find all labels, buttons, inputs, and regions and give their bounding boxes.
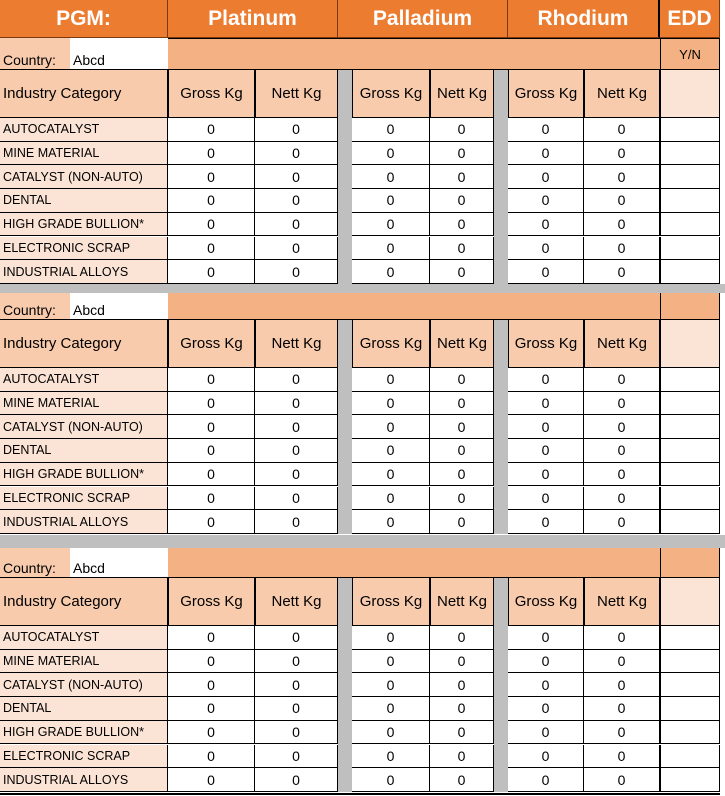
nett-kg-header: Nett Kg	[584, 578, 660, 626]
kg-input-cell[interactable]: 0	[352, 118, 430, 142]
kg-input-cell[interactable]: 0	[255, 510, 338, 534]
kg-input-cell[interactable]: 0	[430, 368, 494, 392]
kg-input-cell[interactable]: 0	[508, 673, 584, 697]
nett-kg-header: Nett Kg	[584, 70, 660, 118]
kg-input-cell[interactable]: 0	[508, 745, 584, 769]
country-label: Country:	[0, 546, 70, 578]
kg-input-cell[interactable]: 0	[168, 189, 255, 213]
kg-input-cell[interactable]: 0	[584, 368, 660, 392]
edd-input-cell[interactable]	[660, 213, 720, 237]
kg-input-cell[interactable]: 0	[168, 463, 255, 487]
kg-input-cell[interactable]: 0	[430, 213, 494, 237]
platinum-header: Platinum	[168, 0, 338, 38]
kg-input-cell[interactable]: 0	[430, 189, 494, 213]
metal-group-separator	[494, 578, 508, 792]
kg-input-cell[interactable]: 0	[508, 237, 584, 261]
kg-input-cell[interactable]: 0	[508, 768, 584, 792]
kg-input-cell[interactable]: 0	[255, 463, 338, 487]
kg-input-cell[interactable]: 0	[352, 368, 430, 392]
kg-input-cell[interactable]: 0	[508, 415, 584, 439]
kg-input-cell[interactable]: 0	[508, 392, 584, 416]
edd-input-cell[interactable]	[660, 415, 720, 439]
industry-category-header: Industry Category	[0, 70, 168, 118]
kg-input-cell[interactable]: 0	[584, 673, 660, 697]
edd-header-cell	[660, 578, 720, 626]
metal-group-separator	[338, 70, 352, 284]
kg-input-cell[interactable]: 0	[352, 415, 430, 439]
industry-row-label: ELECTRONIC SCRAP	[0, 237, 168, 261]
kg-input-cell[interactable]: 0	[255, 165, 338, 189]
industry-row-label: DENTAL	[0, 189, 168, 213]
industry-row-label: HIGH GRADE BULLION*	[0, 463, 168, 487]
kg-input-cell[interactable]: 0	[255, 118, 338, 142]
kg-input-cell[interactable]: 0	[584, 650, 660, 674]
kg-input-cell[interactable]: 0	[352, 463, 430, 487]
palladium-header: Palladium	[338, 0, 508, 38]
kg-input-cell[interactable]: 0	[430, 392, 494, 416]
kg-input-cell[interactable]: 0	[168, 697, 255, 721]
section-separator	[0, 535, 725, 548]
industry-category-header: Industry Category	[0, 578, 168, 626]
kg-input-cell[interactable]: 0	[584, 165, 660, 189]
industry-row-label: MINE MATERIAL	[0, 392, 168, 416]
kg-input-cell[interactable]: 0	[255, 213, 338, 237]
kg-input-cell[interactable]: 0	[352, 768, 430, 792]
edd-input-cell[interactable]	[660, 118, 720, 142]
edd-input-cell[interactable]	[660, 368, 720, 392]
kg-input-cell[interactable]: 0	[352, 626, 430, 650]
metal-group-separator	[494, 320, 508, 534]
kg-input-cell[interactable]: 0	[508, 439, 584, 463]
rhodium-header: Rhodium	[508, 0, 660, 38]
kg-input-cell[interactable]: 0	[168, 650, 255, 674]
kg-input-cell[interactable]: 0	[352, 142, 430, 166]
kg-input-cell[interactable]: 0	[508, 189, 584, 213]
table-bottom-border	[0, 793, 720, 795]
edd-input-cell[interactable]	[660, 745, 720, 769]
edd-header-cell	[660, 70, 720, 118]
kg-input-cell[interactable]: 0	[352, 510, 430, 534]
kg-input-cell[interactable]: 0	[168, 415, 255, 439]
edd-input-cell[interactable]	[660, 721, 720, 745]
kg-input-cell[interactable]: 0	[430, 142, 494, 166]
kg-input-cell[interactable]: 0	[430, 165, 494, 189]
kg-input-cell[interactable]: 0	[352, 189, 430, 213]
kg-input-cell[interactable]: 0	[584, 392, 660, 416]
kg-input-cell[interactable]: 0	[352, 213, 430, 237]
nett-kg-header: Nett Kg	[430, 320, 494, 368]
edd-header: EDD	[660, 0, 720, 38]
edd-input-cell[interactable]	[660, 768, 720, 792]
edd-input-cell[interactable]	[660, 487, 720, 511]
kg-input-cell[interactable]: 0	[430, 439, 494, 463]
kg-input-cell[interactable]: 0	[508, 118, 584, 142]
kg-input-cell[interactable]: 0	[508, 510, 584, 534]
kg-input-cell[interactable]: 0	[584, 626, 660, 650]
nett-kg-header: Nett Kg	[430, 70, 494, 118]
metal-group-separator	[494, 70, 508, 284]
country-input[interactable]: Abcd	[70, 288, 168, 320]
gross-kg-header: Gross Kg	[352, 70, 430, 118]
kg-input-cell[interactable]: 0	[508, 487, 584, 511]
kg-input-cell[interactable]: 0	[168, 118, 255, 142]
kg-input-cell[interactable]: 0	[352, 392, 430, 416]
kg-input-cell[interactable]: 0	[430, 673, 494, 697]
kg-input-cell[interactable]: 0	[584, 118, 660, 142]
kg-input-cell[interactable]: 0	[168, 510, 255, 534]
edd-input-cell[interactable]	[660, 392, 720, 416]
kg-input-cell[interactable]: 0	[168, 768, 255, 792]
gross-kg-header: Gross Kg	[168, 578, 255, 626]
kg-input-cell[interactable]: 0	[352, 260, 430, 284]
nett-kg-header: Nett Kg	[255, 320, 338, 368]
gross-kg-header: Gross Kg	[508, 578, 584, 626]
kg-input-cell[interactable]: 0	[168, 237, 255, 261]
country-input[interactable]: Abcd	[70, 546, 168, 578]
industry-row-label: AUTOCATALYST	[0, 626, 168, 650]
kg-input-cell[interactable]: 0	[352, 165, 430, 189]
kg-input-cell[interactable]: 0	[255, 392, 338, 416]
kg-input-cell[interactable]: 0	[352, 673, 430, 697]
kg-input-cell[interactable]: 0	[255, 721, 338, 745]
kg-input-cell[interactable]: 0	[430, 768, 494, 792]
metal-group-separator	[338, 578, 352, 792]
kg-input-cell[interactable]: 0	[255, 768, 338, 792]
kg-input-cell[interactable]: 0	[352, 650, 430, 674]
kg-input-cell[interactable]: 0	[168, 626, 255, 650]
edd-input-cell[interactable]	[660, 142, 720, 166]
industry-row-label: CATALYST (NON-AUTO)	[0, 415, 168, 439]
kg-input-cell[interactable]: 0	[430, 697, 494, 721]
kg-input-cell[interactable]: 0	[584, 439, 660, 463]
kg-input-cell[interactable]: 0	[508, 463, 584, 487]
industry-row-label: INDUSTRIAL ALLOYS	[0, 510, 168, 534]
edd-yn-label: Y/N	[660, 38, 720, 70]
kg-input-cell[interactable]: 0	[168, 721, 255, 745]
kg-input-cell[interactable]: 0	[168, 260, 255, 284]
metal-group-separator	[338, 320, 352, 534]
kg-input-cell[interactable]: 0	[352, 237, 430, 261]
kg-input-cell[interactable]: 0	[584, 697, 660, 721]
kg-input-cell[interactable]: 0	[168, 213, 255, 237]
kg-input-cell[interactable]: 0	[430, 626, 494, 650]
industry-row-label: DENTAL	[0, 439, 168, 463]
kg-input-cell[interactable]: 0	[508, 650, 584, 674]
gross-kg-header: Gross Kg	[508, 70, 584, 118]
kg-input-cell[interactable]: 0	[255, 368, 338, 392]
nett-kg-header: Nett Kg	[255, 578, 338, 626]
kg-input-cell[interactable]: 0	[430, 463, 494, 487]
industry-row-label: ELECTRONIC SCRAP	[0, 487, 168, 511]
edd-input-cell[interactable]	[660, 673, 720, 697]
kg-input-cell[interactable]: 0	[430, 721, 494, 745]
kg-input-cell[interactable]: 0	[352, 721, 430, 745]
industry-row-label: AUTOCATALYST	[0, 118, 168, 142]
kg-input-cell[interactable]: 0	[168, 368, 255, 392]
kg-input-cell[interactable]: 0	[255, 745, 338, 769]
industry-row-label: INDUSTRIAL ALLOYS	[0, 768, 168, 792]
gross-kg-header: Gross Kg	[352, 320, 430, 368]
industry-row-label: MINE MATERIAL	[0, 142, 168, 166]
kg-input-cell[interactable]: 0	[430, 415, 494, 439]
edd-input-cell[interactable]	[660, 439, 720, 463]
edd-input-cell[interactable]	[660, 626, 720, 650]
nett-kg-header: Nett Kg	[430, 578, 494, 626]
industry-row-label: HIGH GRADE BULLION*	[0, 213, 168, 237]
kg-input-cell[interactable]: 0	[430, 745, 494, 769]
kg-input-cell[interactable]: 0	[508, 368, 584, 392]
kg-input-cell[interactable]: 0	[352, 439, 430, 463]
kg-input-cell[interactable]: 0	[168, 745, 255, 769]
kg-input-cell[interactable]: 0	[430, 510, 494, 534]
industry-row-label: HIGH GRADE BULLION*	[0, 721, 168, 745]
kg-input-cell[interactable]: 0	[508, 626, 584, 650]
kg-input-cell[interactable]: 0	[584, 189, 660, 213]
kg-input-cell[interactable]: 0	[430, 260, 494, 284]
kg-input-cell[interactable]: 0	[168, 487, 255, 511]
kg-input-cell[interactable]: 0	[584, 487, 660, 511]
country-label: Country:	[0, 288, 70, 320]
kg-input-cell[interactable]: 0	[255, 487, 338, 511]
kg-input-cell[interactable]: 0	[352, 745, 430, 769]
edd-band	[660, 546, 720, 578]
kg-input-cell[interactable]: 0	[255, 415, 338, 439]
edd-input-cell[interactable]	[660, 165, 720, 189]
country-label: Country:	[0, 38, 70, 70]
kg-input-cell[interactable]: 0	[168, 165, 255, 189]
nett-kg-header: Nett Kg	[584, 320, 660, 368]
kg-input-cell[interactable]: 0	[584, 260, 660, 284]
kg-input-cell[interactable]: 0	[584, 768, 660, 792]
kg-input-cell[interactable]: 0	[508, 165, 584, 189]
country-band	[168, 546, 660, 578]
kg-input-cell[interactable]: 0	[255, 189, 338, 213]
industry-row-label: CATALYST (NON-AUTO)	[0, 165, 168, 189]
kg-input-cell[interactable]: 0	[584, 721, 660, 745]
industry-row-label: ELECTRONIC SCRAP	[0, 745, 168, 769]
nett-kg-header: Nett Kg	[255, 70, 338, 118]
industry-row-label: CATALYST (NON-AUTO)	[0, 673, 168, 697]
kg-input-cell[interactable]: 0	[508, 142, 584, 166]
kg-input-cell[interactable]: 0	[255, 260, 338, 284]
kg-input-cell[interactable]: 0	[584, 213, 660, 237]
edd-input-cell[interactable]	[660, 189, 720, 213]
country-input[interactable]: Abcd	[70, 38, 168, 70]
gross-kg-header: Gross Kg	[508, 320, 584, 368]
kg-input-cell[interactable]: 0	[508, 697, 584, 721]
industry-row-label: DENTAL	[0, 697, 168, 721]
kg-input-cell[interactable]: 0	[352, 487, 430, 511]
gross-kg-header: Gross Kg	[352, 578, 430, 626]
kg-input-cell[interactable]: 0	[255, 697, 338, 721]
gross-kg-header: Gross Kg	[168, 70, 255, 118]
kg-input-cell[interactable]: 0	[255, 626, 338, 650]
kg-input-cell[interactable]: 0	[430, 118, 494, 142]
kg-input-cell[interactable]: 0	[508, 213, 584, 237]
kg-input-cell[interactable]: 0	[430, 650, 494, 674]
kg-input-cell[interactable]: 0	[255, 142, 338, 166]
edd-input-cell[interactable]	[660, 510, 720, 534]
kg-input-cell[interactable]: 0	[584, 415, 660, 439]
kg-input-cell[interactable]: 0	[508, 721, 584, 745]
edd-input-cell[interactable]	[660, 260, 720, 284]
kg-input-cell[interactable]: 0	[584, 237, 660, 261]
section-separator	[0, 284, 725, 293]
kg-input-cell[interactable]: 0	[168, 673, 255, 697]
kg-input-cell[interactable]: 0	[430, 487, 494, 511]
industry-row-label: MINE MATERIAL	[0, 650, 168, 674]
kg-input-cell[interactable]: 0	[168, 142, 255, 166]
kg-input-cell[interactable]: 0	[584, 463, 660, 487]
edd-header-cell	[660, 320, 720, 368]
kg-input-cell[interactable]: 0	[352, 697, 430, 721]
kg-input-cell[interactable]: 0	[430, 237, 494, 261]
kg-input-cell[interactable]: 0	[584, 142, 660, 166]
country-band	[168, 38, 660, 70]
edd-input-cell[interactable]	[660, 697, 720, 721]
kg-input-cell[interactable]: 0	[255, 650, 338, 674]
pgm-header: PGM:	[0, 0, 168, 38]
kg-input-cell[interactable]: 0	[508, 260, 584, 284]
kg-input-cell[interactable]: 0	[168, 439, 255, 463]
edd-input-cell[interactable]	[660, 650, 720, 674]
kg-input-cell[interactable]: 0	[255, 439, 338, 463]
kg-input-cell[interactable]: 0	[168, 392, 255, 416]
kg-input-cell[interactable]: 0	[255, 673, 338, 697]
kg-input-cell[interactable]: 0	[255, 237, 338, 261]
gross-kg-header: Gross Kg	[168, 320, 255, 368]
industry-category-header: Industry Category	[0, 320, 168, 368]
edd-input-cell[interactable]	[660, 237, 720, 261]
industry-row-label: AUTOCATALYST	[0, 368, 168, 392]
kg-input-cell[interactable]: 0	[584, 745, 660, 769]
kg-input-cell[interactable]: 0	[584, 510, 660, 534]
edd-input-cell[interactable]	[660, 463, 720, 487]
industry-row-label: INDUSTRIAL ALLOYS	[0, 260, 168, 284]
